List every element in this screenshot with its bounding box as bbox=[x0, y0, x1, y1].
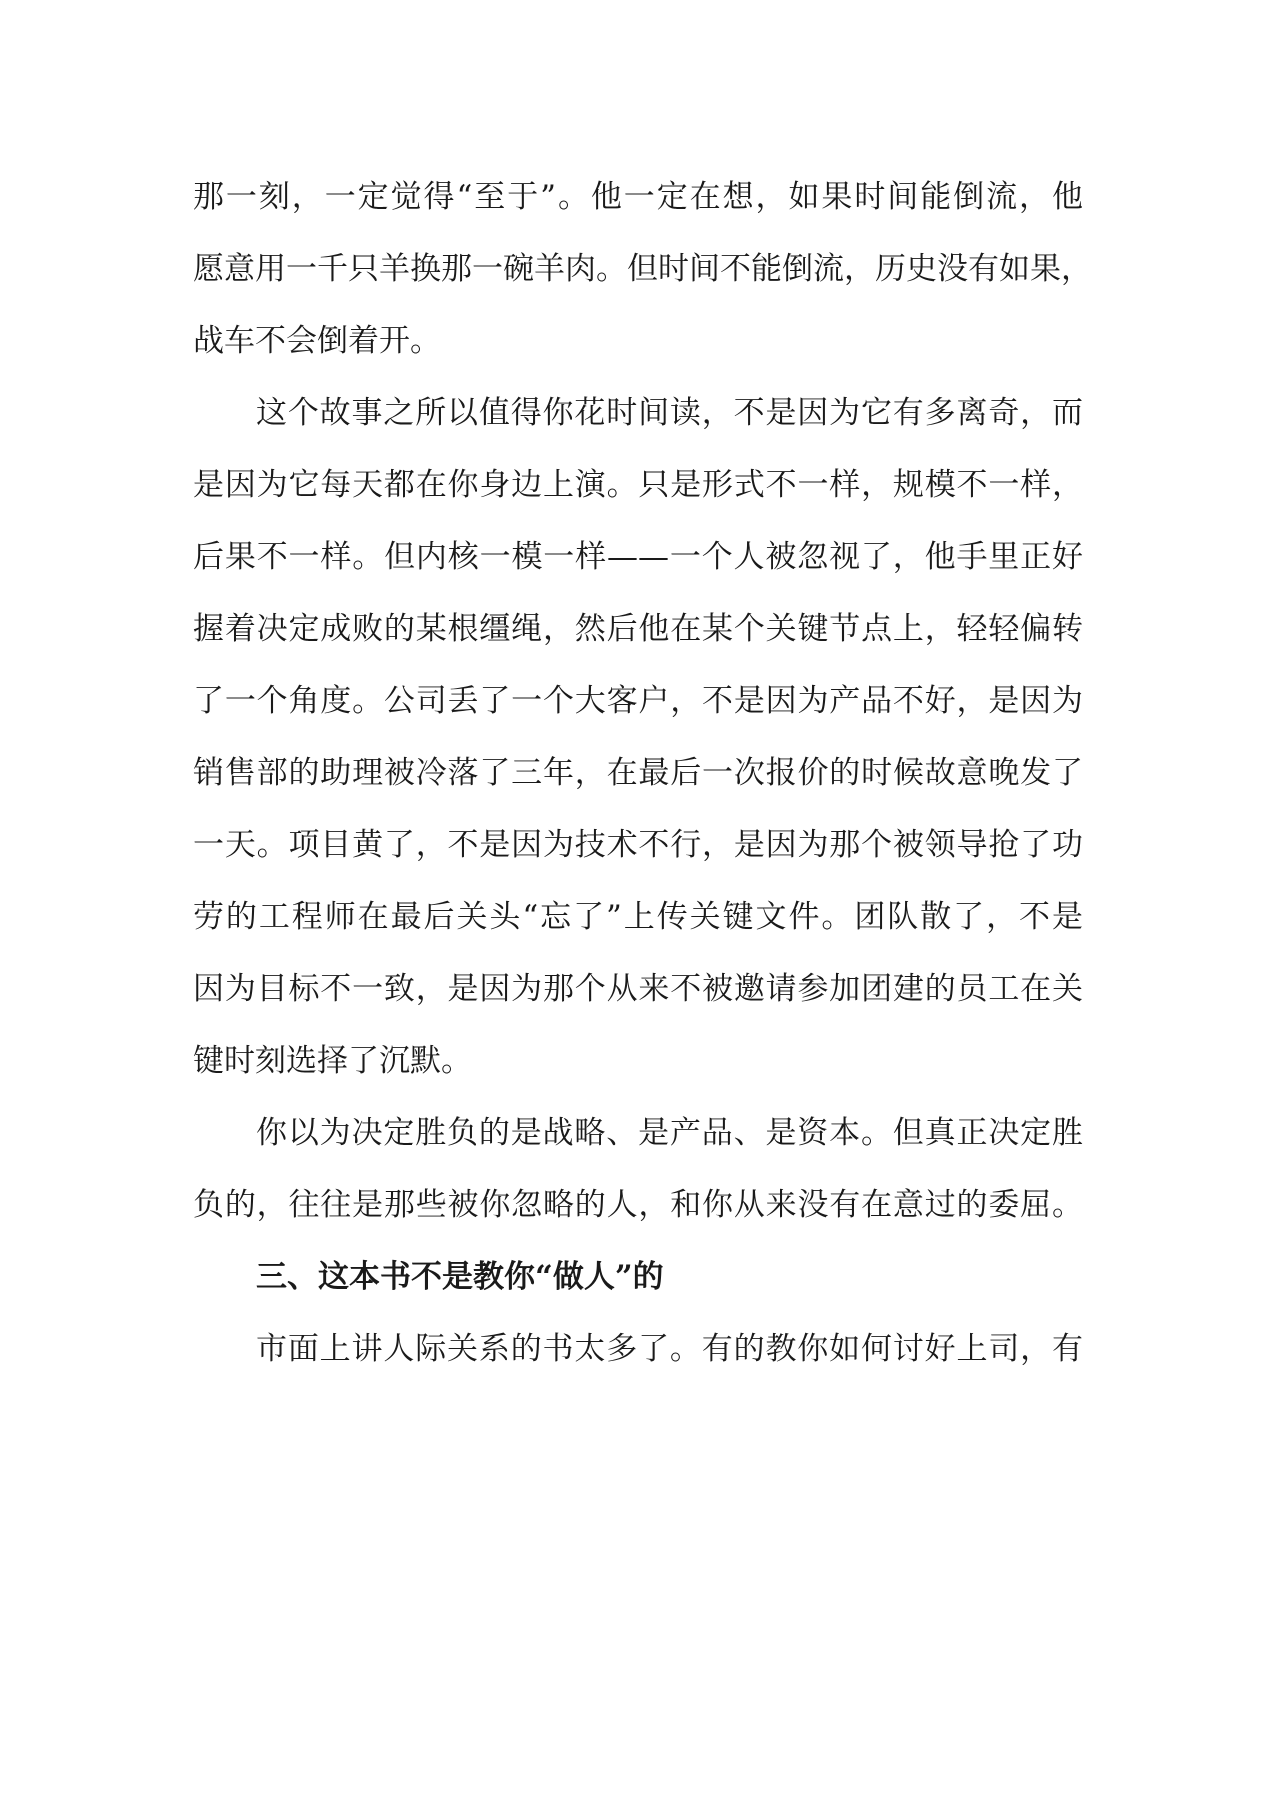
text-line: 你以为决定胜负的是战略、是产品、是资本。但真正决定胜 bbox=[256, 1115, 1083, 1151]
text-line: 这个故事之所以值得你花时间读，不是因为它有多离奇，而 bbox=[256, 395, 1083, 431]
text-line: 因为目标不一致，是因为那个从来不被邀请参加团建的员工在关 bbox=[193, 971, 1083, 1007]
text-line: 了一个角度。公司丢了一个大客户，不是因为产品不好，是因为 bbox=[193, 683, 1083, 719]
text-line: 战车不会倒着开。 bbox=[193, 323, 441, 359]
section-heading: 三、这本书不是教你“做人”的 bbox=[256, 1259, 664, 1295]
text-line: 后果不一样。但内核一模一样——一个人被忽视了，他手里正好 bbox=[193, 539, 1083, 575]
text-line: 一天。项目黄了，不是因为技术不行，是因为那个被领导抢了功 bbox=[193, 827, 1083, 863]
text-line: 销售部的助理被冷落了三年，在最后一次报价的时候故意晚发了 bbox=[193, 755, 1083, 791]
text-line: 是因为它每天都在你身边上演。只是形式不一样，规模不一样， bbox=[193, 467, 1083, 503]
text-line: 愿意用一千只羊换那一碗羊肉。但时间不能倒流，历史没有如果， bbox=[193, 251, 1092, 287]
text-line: 劳的工程师在最后关头“忘了”上传关键文件。团队散了，不是 bbox=[193, 899, 1083, 935]
text-line: 市面上讲人际关系的书太多了。有的教你如何讨好上司，有 bbox=[256, 1331, 1083, 1367]
text-line: 握着决定成败的某根缰绳，然后他在某个关键节点上，轻轻偏转 bbox=[193, 611, 1083, 647]
text-line: 键时刻选择了沉默。 bbox=[193, 1043, 472, 1079]
text-line: 负的，往往是那些被你忽略的人，和你从来没有在意过的委屈。 bbox=[193, 1187, 1083, 1223]
text-line: 那一刻，一定觉得“至于”。他一定在想，如果时间能倒流，他 bbox=[193, 179, 1083, 215]
